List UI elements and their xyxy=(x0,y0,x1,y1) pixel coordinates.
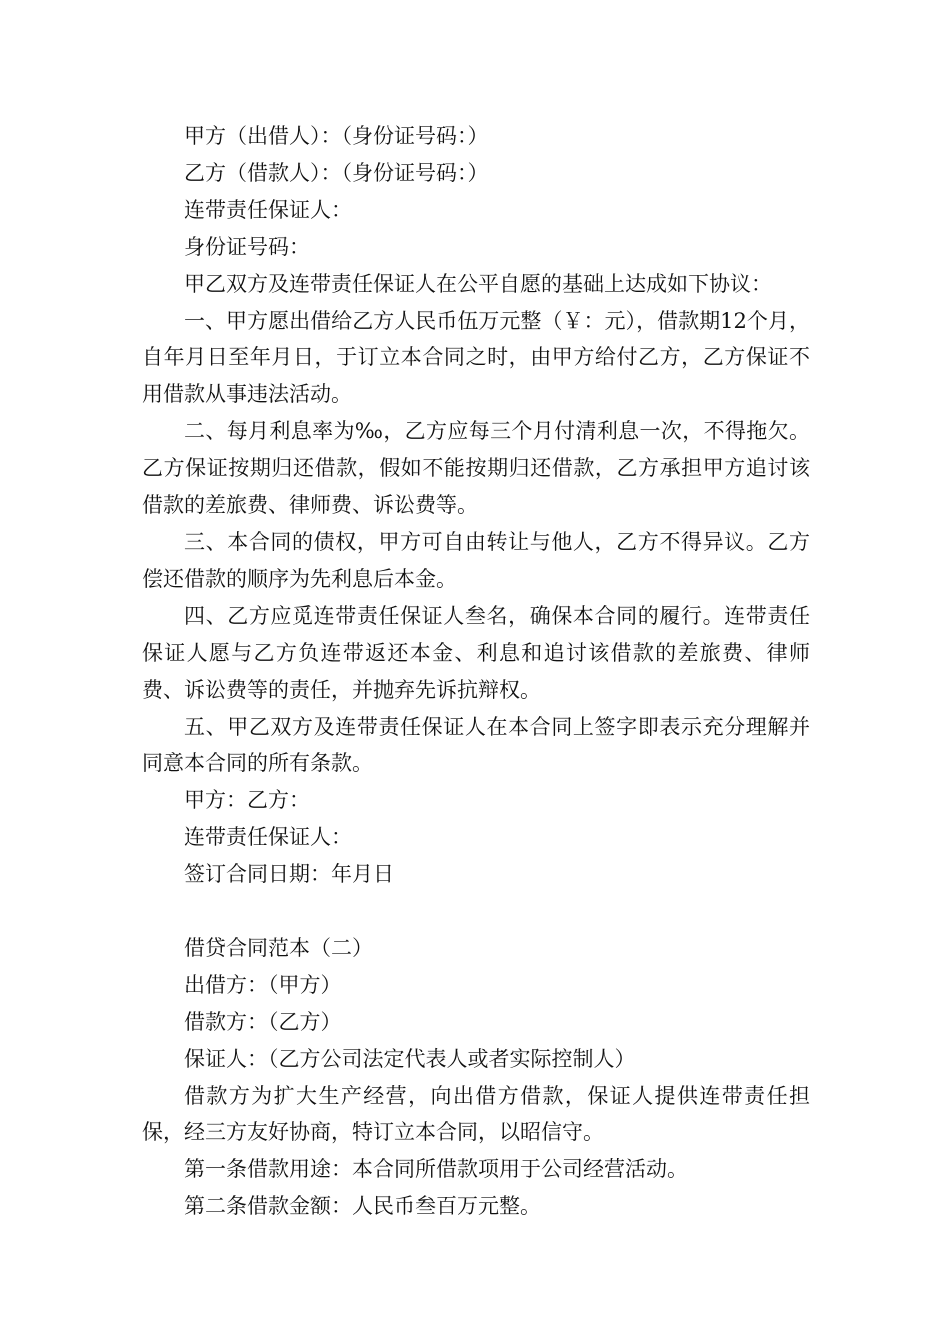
party-a-line: 甲方（出借人）：（身份证号码：） xyxy=(184,124,489,148)
signing-date: 签订合同日期：年月日 xyxy=(184,862,394,887)
section-title: 借贷合同范本（二） xyxy=(184,935,373,960)
guarantor-line: 连带责任保证人： xyxy=(184,197,352,222)
preamble: 借款方为扩大生产经营，向出借方借款，保证人提供连带责任担保，经三方友好协商，特订立本合同，以昭信守。 xyxy=(142,1083,810,1145)
signature-guarantor: 连带责任保证人： xyxy=(184,825,352,850)
lender-line: 出借方：（甲方） xyxy=(184,972,342,997)
section-gap xyxy=(142,893,810,930)
party-b-line: 乙方（借款人）：（身份证号码：） xyxy=(184,160,489,185)
clause-3: 三、本合同的债权，甲方可自由转让与他人，乙方不得异议。乙方偿还借款的顺序为先利息后本金。 xyxy=(142,529,810,591)
id-number-line: 身份证号码： xyxy=(184,234,310,259)
clause-1: 一、甲方愿出借给乙方人民币伍万元整（￥：元），借款期12个月，自年月日至年月日，于订立本合同之时，由甲方给付乙方，乙方保证不用借款从事违法活动。 xyxy=(142,308,810,407)
borrower-line: 借款方：（乙方） xyxy=(184,1009,342,1034)
guarantor-line-2: 保证人：（乙方公司法定代表人或者实际控制人） xyxy=(184,1046,636,1071)
agreement-intro: 甲乙双方及连带责任保证人在公平自愿的基础上达成如下协议： xyxy=(184,271,772,296)
clause-4: 四、乙方应觅连带责任保证人叁名，确保本合同的履行。连带责任保证人愿与乙方负连带返还本金、利息和追讨该借款的差旅费、律师费、诉讼费等的责任，并抛弃先诉抗辩权。 xyxy=(142,603,810,702)
article-2: 第二条借款金额：人民币叁百万元整。 xyxy=(184,1194,541,1219)
signature-parties: 甲方：乙方： xyxy=(184,788,310,813)
document-page xyxy=(142,118,810,1225)
article-1: 第一条借款用途：本合同所借款项用于公司经营活动。 xyxy=(184,1157,688,1182)
clause-2: 二、每月利息率为‰，乙方应每三个月付清利息一次，不得拖欠。乙方保证按期归还借款，假如不能按期归还借款，乙方承担甲方追讨该借款的差旅费、律师费、诉讼费等。 xyxy=(142,419,810,518)
clause-5: 五、甲乙双方及连带责任保证人在本合同上签字即表示充分理解并同意本合同的所有条款。 xyxy=(142,714,810,776)
